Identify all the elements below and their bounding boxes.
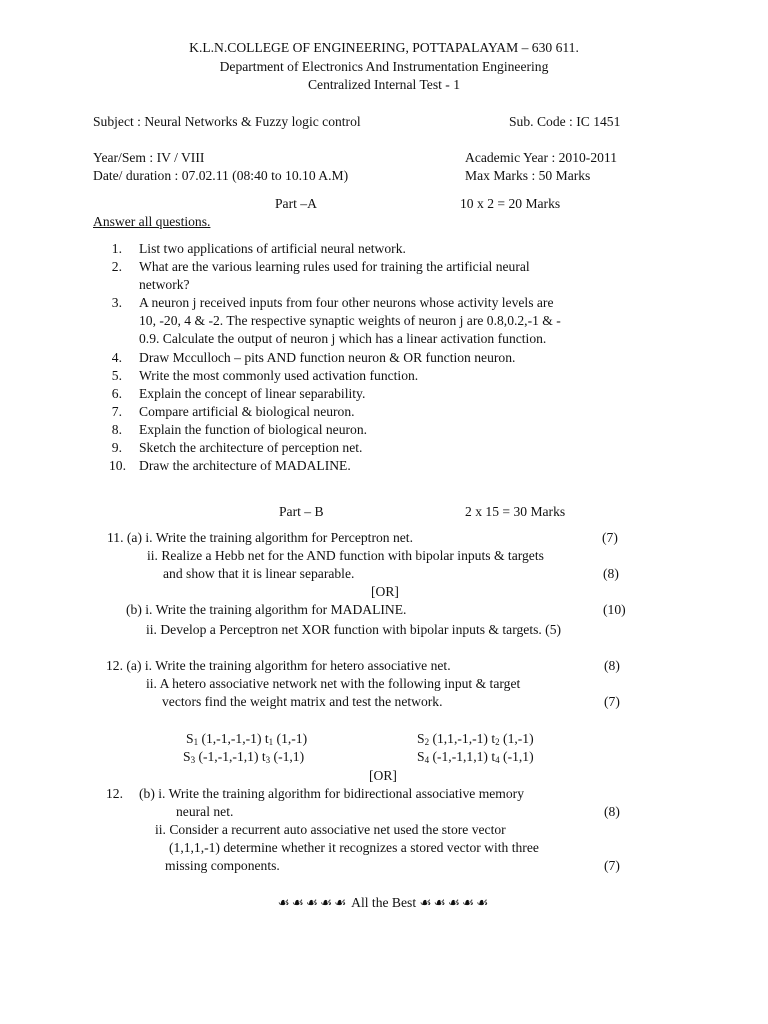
department-name: Department of Electronics And Instrumentation Engineering [219,59,549,74]
question-text: (1,1,1,-1) determine whether it recognizes a stored vector with three [169,840,539,855]
question-text: Draw Mcculloch – pits AND function neuron & OR function neuron. [139,350,516,365]
question-number: 3. [111,295,122,310]
question-marks: (8) [604,804,620,819]
part-b-marks: 2 x 15 = 30 Marks [465,504,566,519]
question-number: 4. [111,350,122,365]
part-a-instruction: Answer all questions. [93,214,211,229]
footer-wish [0,894,768,912]
question-text: and show that it is linear separable. [163,566,355,581]
question-text: What are the various learning rules used for training the artificial neural [139,259,530,274]
test-title: Centralized Internal Test - 1 [307,77,461,92]
vector-pair-s1: $S_1$ (1,-1,-1,-1) $t_1$ (1,-1) [186,731,308,747]
question-marks: (8) [603,566,619,581]
question-number: 1. [111,241,122,256]
question-text: (b) i. Write the training algorithm for MADALINE. [126,602,407,617]
question-text: A neuron j received inputs from four other neurons whose activity levels are [139,295,554,310]
question-text: (b) i. Write the training algorithm for bidirectional associative memory [139,786,524,801]
question-text: neural net. [176,804,234,819]
question-text: network? [139,277,190,292]
ornament-icon: ☙☙☙☙☙ [419,895,491,910]
college-name: K.L.N.COLLEGE OF ENGINEERING, POTTAPALAYAM – 630 611. [189,40,579,55]
date-duration: Date/ duration : 07.02.11 (08:40 to 10.10 A.M) [93,168,349,183]
part-b-title: Part – B [279,504,324,519]
question-marks: (10) [603,602,626,617]
part-a-marks: 10 x 2 = 20 Marks [460,196,561,211]
question-number: 6. [111,386,122,401]
vector-pair-s3: $S_3$ (-1,-1,-1,1) $t_3$ (-1,1) [183,749,305,765]
question-text: vectors find the weight matrix and test the network. [162,694,443,709]
or-separator: [OR] [369,768,397,783]
question-marks: (7) [604,694,620,709]
question-marks: (7) [602,530,618,545]
question-text: Sketch the architecture of perception net. [139,440,363,455]
question-marks: (7) [604,858,620,873]
question-number: 7. [111,404,122,419]
part-a-title: Part –A [275,196,317,211]
question-text: Explain the concept of linear separability. [139,386,366,401]
question-text: 12. (a) i. Write the training algorithm for hetero associative net. [106,658,451,673]
question-text: ii. Develop a Perceptron net XOR function with bipolar inputs & targets. (5) [146,622,562,637]
question-text: ii. A hetero associative network net with the following input & target [146,676,521,691]
question-text: Draw the architecture of MADALINE. [139,458,351,473]
question-marks: (8) [604,658,620,673]
question-number: 10. [109,458,126,473]
question-number: 12. [106,786,123,801]
academic-year: Academic Year : 2010-2011 [465,150,618,165]
max-marks: Max Marks : 50 Marks [465,168,591,183]
year-sem: Year/Sem : IV / VIII [93,150,205,165]
question-text: 0.9. Calculate the output of neuron j which has a linear activation function. [139,331,547,346]
question-text: Explain the function of biological neuron. [139,422,368,437]
question-number: 5. [111,368,122,383]
question-text: 10, -20, 4 & -2. The respective synaptic weights of neuron j are 0.8,0.2,-1 & - [139,313,561,328]
subject-code: Sub. Code : IC 1451 [509,114,621,129]
question-number: 8. [111,422,122,437]
ornament-icon: ☙☙☙☙☙ [277,895,349,910]
footer-text: All the Best [348,895,420,910]
question-number: 2. [111,259,122,274]
question-text: 11. (a) i. Write the training algorithm for Perceptron net. [107,530,413,545]
question-text: missing components. [165,858,280,873]
or-separator: [OR] [371,584,399,599]
question-text: List two applications of artificial neural network. [139,241,406,256]
question-number: 9. [111,440,122,455]
question-text: ii. Realize a Hebb net for the AND function with bipolar inputs & targets [147,548,544,563]
vector-pair-s4: $S_4$ (-1,-1,1,1) $t_4$ (-1,1) [417,749,534,765]
vector-pair-s2: $S_2$ (1,1,-1,-1) $t_2$ (1,-1) [417,731,534,747]
question-text: Compare artificial & biological neuron. [139,404,355,419]
question-text: Write the most commonly used activation function. [139,368,419,383]
subject-line: Subject : Neural Networks & Fuzzy logic control [93,114,361,129]
question-text: ii. Consider a recurrent auto associative net used the store vector [155,822,506,837]
